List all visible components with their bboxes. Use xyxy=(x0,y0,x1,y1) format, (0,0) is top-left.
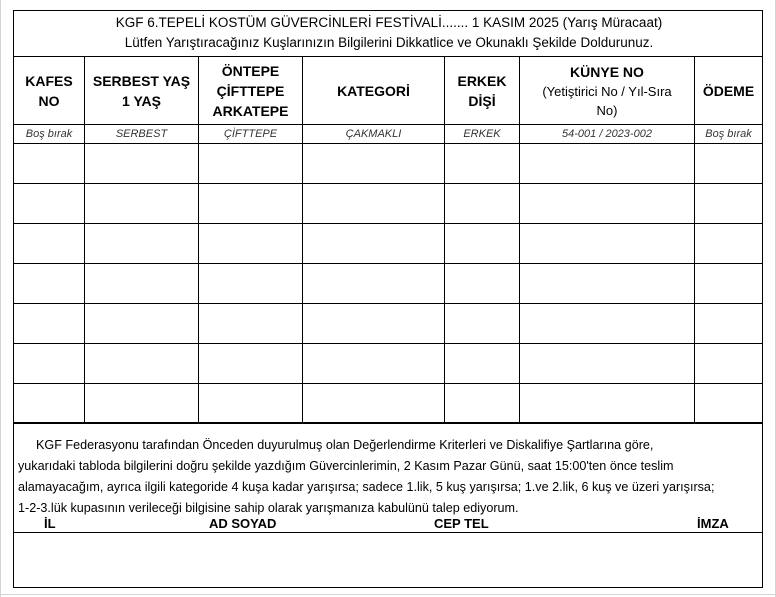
entry-cell-odeme[interactable] xyxy=(695,384,762,422)
signature-label-il: İL xyxy=(44,516,56,531)
column-header-tepe: ÖNTEPE ÇİFTTEPE ARKATEPE xyxy=(212,62,289,119)
entry-cell-kafes[interactable] xyxy=(14,384,84,422)
entry-cell-kategori[interactable] xyxy=(303,144,444,183)
entry-cell-cinsiyet[interactable] xyxy=(445,304,519,343)
example-cell-kunye: 54-001 / 2023-002 xyxy=(562,128,652,140)
entry-cell-kunye[interactable] xyxy=(520,184,694,223)
declaration-line: 1-2-3.lük kupasının verileceği bilgisine sahip olarak yarışmanıza kabulünü talep ediyorum. xyxy=(18,501,519,515)
entry-cell-odeme[interactable] xyxy=(695,224,762,263)
entry-cell-kafes[interactable] xyxy=(14,184,84,223)
entry-cell-tepe[interactable] xyxy=(199,264,302,303)
entry-cell-odeme[interactable] xyxy=(695,184,762,223)
entry-cell-kunye[interactable] xyxy=(520,224,694,263)
entry-cell-tepe[interactable] xyxy=(199,144,302,183)
entry-cell-yas[interactable] xyxy=(85,304,198,343)
entry-cell-tepe[interactable] xyxy=(199,344,302,383)
column-header-kafes-no: KAFES NO xyxy=(25,72,73,109)
signature-label-cep-tel: CEP TEL xyxy=(434,516,489,531)
entry-cell-yas[interactable] xyxy=(85,344,198,383)
entry-cell-tepe[interactable] xyxy=(199,224,302,263)
entry-cell-tepe[interactable] xyxy=(199,184,302,223)
column-header-yas: SERBEST YAŞ 1 YAŞ xyxy=(92,72,191,109)
form-title: KGF 6.TEPELİ KOSTÜM GÜVERCİNLERİ FESTİVALİ....... 1 KASIM 2025 (Yarış Müracaat) xyxy=(115,15,663,30)
entry-cell-kategori[interactable] xyxy=(303,224,444,263)
entry-cell-odeme[interactable] xyxy=(695,344,762,383)
entry-cell-kategori[interactable] xyxy=(303,344,444,383)
entry-cell-kunye[interactable] xyxy=(520,384,694,422)
signature-area[interactable] xyxy=(14,533,762,587)
example-cell-kafes: Boş bırak xyxy=(25,128,73,140)
entry-cell-kafes[interactable] xyxy=(14,224,84,263)
entry-cell-kunye[interactable] xyxy=(520,304,694,343)
entry-cell-cinsiyet[interactable] xyxy=(445,144,519,183)
entry-cell-tepe[interactable] xyxy=(199,384,302,422)
entry-cell-kunye[interactable] xyxy=(520,264,694,303)
entry-cell-kategori[interactable] xyxy=(303,264,444,303)
entry-cell-kategori[interactable] xyxy=(303,384,444,422)
example-cell-tepe: ÇİFTTEPE xyxy=(223,128,278,140)
entry-cell-yas[interactable] xyxy=(85,144,198,183)
entry-cell-cinsiyet[interactable] xyxy=(445,344,519,383)
form-instruction: Lütfen Yarıştıracağınız Kuşlarınızın Bilgilerini Dikkatlice ve Okunaklı Şekilde Doldurunuz. xyxy=(124,35,654,50)
example-cell-cinsiyet: ERKEK xyxy=(463,128,501,140)
entry-cell-yas[interactable] xyxy=(85,184,198,223)
declaration-line: KGF Federasyonu tarafından Önceden duyurulmuş olan Değerlendirme Kriterleri ve Diskalifiye Şartlarına göre, xyxy=(36,438,654,452)
entry-cell-kunye[interactable] xyxy=(520,144,694,183)
column-header-kategori: KATEGORİ xyxy=(337,82,410,99)
entry-cell-kafes[interactable] xyxy=(14,304,84,343)
entry-cell-kafes[interactable] xyxy=(14,264,84,303)
entry-cell-kategori[interactable] xyxy=(303,304,444,343)
entry-cell-tepe[interactable] xyxy=(199,304,302,343)
entry-cell-yas[interactable] xyxy=(85,264,198,303)
declaration-line: yukarıdaki tabloda bilgilerini doğru şekilde yazdığım Güvercinlerimin, 2 Kasım Pazar Günü, saat 15:00'ten önce teslim xyxy=(18,459,674,473)
declaration-line: alamayacağım, ayrıca ilgili kategoride 4 kuşa kadar yarışırsa; sadece 1.lik, 5 kuş yarışırsa; 1.ve 2.lik, 6 kuş ve üzeri yarışırsa; xyxy=(18,480,715,494)
entry-cell-odeme[interactable] xyxy=(695,264,762,303)
declaration-text xyxy=(18,435,762,519)
entry-cell-yas[interactable] xyxy=(85,224,198,263)
entry-cell-cinsiyet[interactable] xyxy=(445,184,519,223)
entry-cell-kafes[interactable] xyxy=(14,144,84,183)
column-header-cinsiyet: ERKEK DİŞİ xyxy=(457,72,507,109)
example-cell-odeme: Boş bırak xyxy=(705,128,752,140)
signature-label-ad-soyad: AD SOYAD xyxy=(209,516,277,531)
example-cell-yas: SERBEST xyxy=(115,128,168,140)
application-form xyxy=(13,10,763,588)
signature-label-imza: İMZA xyxy=(697,516,729,531)
example-cell-kategori: ÇAKMAKLI xyxy=(345,128,402,140)
entry-cell-cinsiyet[interactable] xyxy=(445,264,519,303)
column-header-kunye-no: KÜNYE NO (Yetiştirici No / Yıl-Sıra No) xyxy=(542,63,672,118)
entry-cell-cinsiyet[interactable] xyxy=(445,224,519,263)
entry-cell-odeme[interactable] xyxy=(695,304,762,343)
entry-cell-kunye[interactable] xyxy=(520,344,694,383)
entry-cell-kafes[interactable] xyxy=(14,344,84,383)
entry-cell-cinsiyet[interactable] xyxy=(445,384,519,422)
column-header-odeme: ÖDEME xyxy=(702,82,755,99)
entry-cell-odeme[interactable] xyxy=(695,144,762,183)
entry-cell-yas[interactable] xyxy=(85,384,198,422)
entry-cell-kategori[interactable] xyxy=(303,184,444,223)
